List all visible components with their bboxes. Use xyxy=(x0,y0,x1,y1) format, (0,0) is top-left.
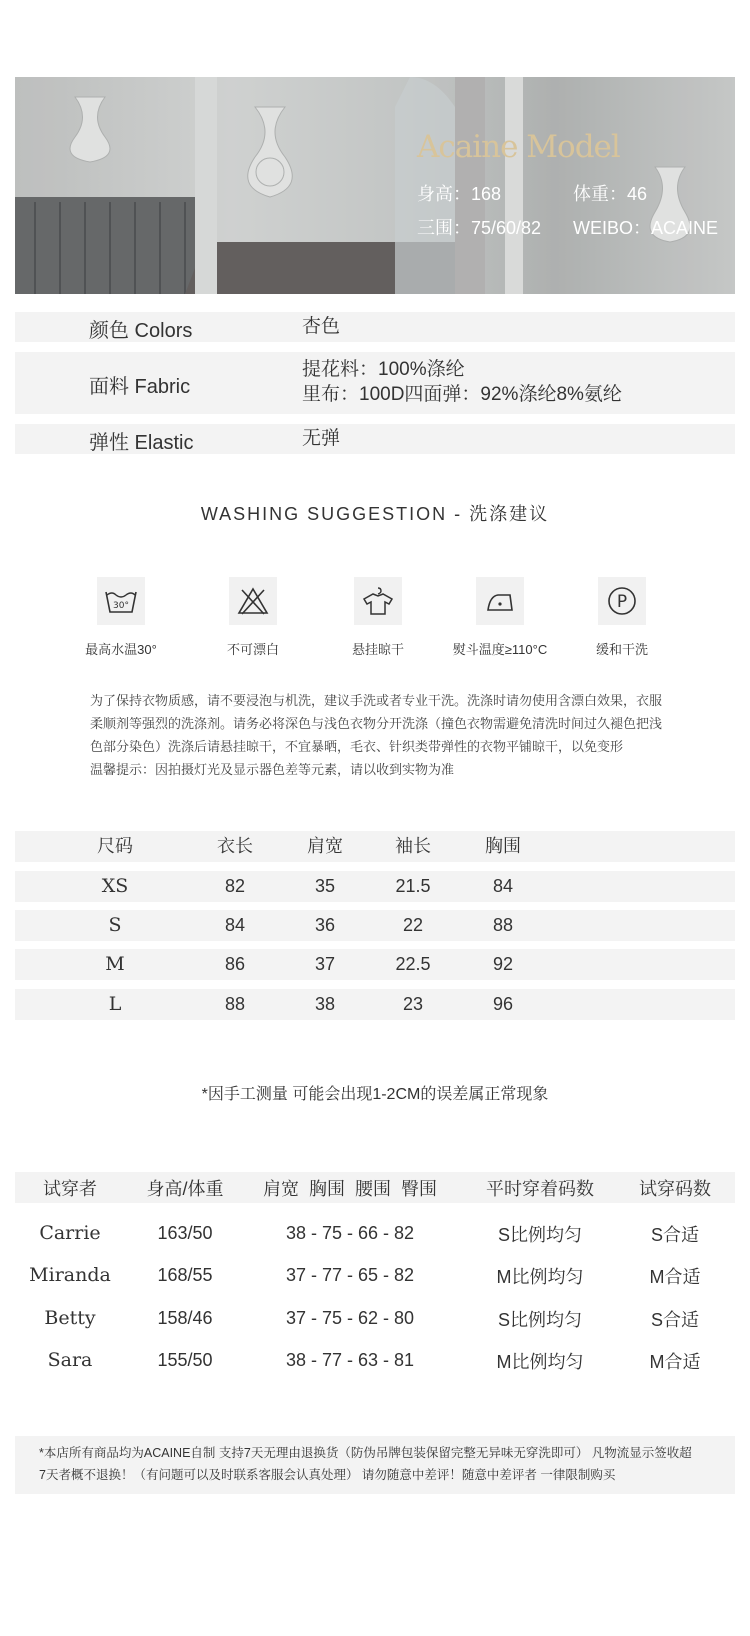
size-cell: 92 xyxy=(492,954,514,974)
model-height: 身高：168 xyxy=(417,184,502,204)
attr-value: 无弹 xyxy=(302,428,341,449)
table-row xyxy=(15,1303,735,1333)
size-name: XS xyxy=(101,875,129,897)
size-cell: 22 xyxy=(402,915,424,935)
fit-cell: M比例均匀 xyxy=(496,1352,584,1372)
table-row xyxy=(15,910,735,941)
svg-text:P: P xyxy=(616,592,628,612)
policy-line: *本店所有商品均为ACAINE自制 支持7天无理由退换货（防伪吊牌包装保留完整无异味无穿洗即可） 凡物流显示签收超 xyxy=(39,1446,692,1460)
care-label: 缓和干洗 xyxy=(595,642,648,657)
fit-cell: 163/50 xyxy=(157,1223,213,1243)
size-cell: 86 xyxy=(224,954,246,974)
size-cell: 96 xyxy=(492,994,514,1014)
tester-name: Carrie xyxy=(39,1222,101,1244)
size-cell: 37 xyxy=(314,954,336,974)
size-cell: 88 xyxy=(492,915,514,935)
fit-header-cell: 肩宽 胸围 腰围 臀围 xyxy=(262,1179,437,1199)
care-label: 熨斗温度≥110°C xyxy=(452,642,548,657)
attr-value: 提花料：100%涤纶 xyxy=(302,359,465,380)
store-policy xyxy=(15,1436,735,1494)
no-bleach-icon xyxy=(229,577,277,625)
tester-name: Sara xyxy=(47,1349,93,1371)
washing-tip-line: 温馨提示：因拍摄灯光及显示器色差等元素，请以收到实物为准 xyxy=(90,762,455,777)
table-row xyxy=(15,871,735,902)
fit-cell: 155/50 xyxy=(157,1350,213,1370)
size-cell: 82 xyxy=(224,876,246,896)
washing-title: WASHING SUGGESTION - 洗涤建议 xyxy=(200,504,550,524)
fit-cell: 37 - 77 - 65 - 82 xyxy=(285,1265,415,1285)
care-label: 不可漂白 xyxy=(226,642,279,657)
table-row xyxy=(15,989,735,1020)
attr-label: 弹性 Elastic xyxy=(89,432,194,454)
fit-cell: M合适 xyxy=(649,1267,701,1287)
attr-value: 里布：100D四面弹：92%涤纶8%氨纶 xyxy=(302,384,622,405)
fit-cell: M比例均匀 xyxy=(496,1267,584,1287)
model-weibo: WEIBO：ACAINE xyxy=(573,218,719,238)
model-measurements: 三围：75/60/82 xyxy=(417,218,542,238)
tester-name: Betty xyxy=(44,1307,96,1329)
size-name: M xyxy=(105,953,125,975)
fit-cell: S比例均匀 xyxy=(497,1310,582,1330)
table-row xyxy=(15,949,735,980)
fit-cell: 168/55 xyxy=(157,1265,213,1285)
model-title: Acaine Model xyxy=(417,129,620,165)
table-row xyxy=(15,1218,735,1248)
iron-icon xyxy=(476,577,524,625)
attr-label: 颜色 Colors xyxy=(89,320,193,342)
fit-cell: 38 - 77 - 63 - 81 xyxy=(285,1350,415,1370)
size-cell: 36 xyxy=(314,915,336,935)
care-item xyxy=(183,577,323,658)
fit-header-cell: 平时穿着码数 xyxy=(486,1179,594,1199)
hang-dry-icon xyxy=(354,577,402,625)
size-header-cell: 胸围 xyxy=(485,836,521,856)
table-row xyxy=(15,1260,735,1290)
washing-note-line: 色部分染色）洗涤后请悬挂晾干，不宜暴晒，毛衣、针织类带弹性的衣物平铺晾干，以免变形 xyxy=(90,739,624,754)
table-row xyxy=(15,1345,735,1375)
size-table-header xyxy=(15,831,735,862)
size-name: L xyxy=(108,993,122,1015)
fit-cell: S合适 xyxy=(650,1310,699,1330)
size-cell: 35 xyxy=(314,876,336,896)
size-name: S xyxy=(108,914,122,936)
size-cell: 21.5 xyxy=(395,876,431,896)
size-header-cell: 袖长 xyxy=(395,836,431,856)
policy-text xyxy=(39,1442,729,1486)
attr-row-color xyxy=(15,312,735,342)
measure-note: *因手工测量 可能会出现1-2CM的误差属正常现象 xyxy=(201,1086,549,1103)
size-header-cell: 尺码 xyxy=(97,836,133,856)
model-weight: 体重：46 xyxy=(573,184,648,204)
care-item xyxy=(308,577,448,658)
fit-cell: M合适 xyxy=(649,1352,701,1372)
care-label: 悬挂晾干 xyxy=(351,642,404,657)
wash-30-icon xyxy=(97,577,145,625)
fit-header-cell: 身高/体重 xyxy=(146,1179,224,1199)
fit-cell: S合适 xyxy=(650,1225,699,1245)
care-item xyxy=(552,577,692,658)
size-cell: 84 xyxy=(224,915,246,935)
fit-cell: S比例均匀 xyxy=(497,1225,582,1245)
policy-line: 7天者概不退换！（有问题可以及时联系客服会认真处理） 请勿随意中差评！随意中差评者 一律限制购买 xyxy=(39,1468,616,1482)
attr-label: 面料 Fabric xyxy=(89,376,191,398)
care-item xyxy=(51,577,191,658)
fit-header-cell: 试穿码数 xyxy=(639,1179,711,1199)
care-item xyxy=(430,577,570,658)
model-banner xyxy=(15,77,735,294)
attr-row-elastic xyxy=(15,424,735,454)
fit-cell: 37 - 75 - 62 - 80 xyxy=(285,1308,415,1328)
washing-note-line: 为了保持衣物质感，请不要浸泡与机洗，建议手洗或者专业干洗。洗涤时请勿使用含漂白效果，衣服 xyxy=(90,693,663,708)
size-cell: 23 xyxy=(402,994,424,1014)
fit-cell: 38 - 75 - 66 - 82 xyxy=(285,1223,415,1243)
size-cell: 88 xyxy=(224,994,246,1014)
washing-note-line: 柔顺剂等强烈的洗涤剂。请务必将深色与浅色衣物分开洗涤（撞色衣物需避免清洗时间过久褪色把浅 xyxy=(90,716,663,731)
size-header-cell: 肩宽 xyxy=(307,836,343,856)
attr-value: 杏色 xyxy=(302,316,341,337)
fit-header-cell: 试穿者 xyxy=(43,1179,97,1199)
size-header-cell: 衣长 xyxy=(217,836,253,856)
fit-table-header xyxy=(15,1172,735,1203)
care-label: 最高水温30° xyxy=(85,642,157,657)
size-cell: 38 xyxy=(314,994,336,1014)
fit-cell: 158/46 xyxy=(157,1308,213,1328)
tester-name: Miranda xyxy=(29,1264,111,1286)
svg-text:30°: 30° xyxy=(113,601,129,611)
dry-clean-icon xyxy=(598,577,646,625)
size-cell: 22.5 xyxy=(395,954,431,974)
attr-row-fabric xyxy=(15,352,735,414)
size-cell: 84 xyxy=(492,876,514,896)
